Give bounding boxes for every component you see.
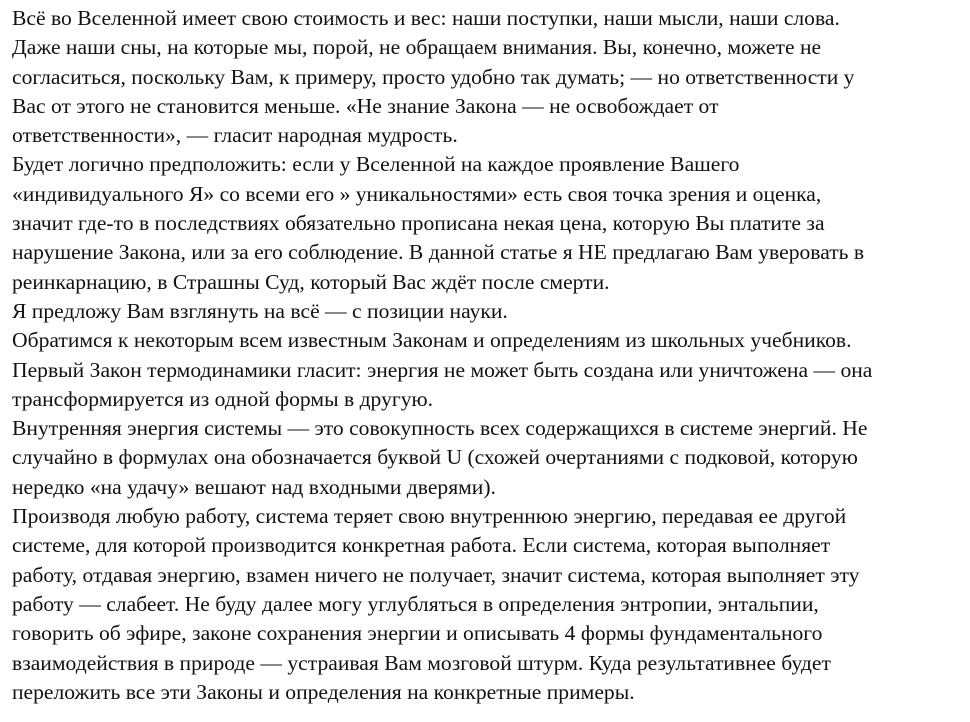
paragraph-logic [12, 150, 970, 296]
text-line: Обратимся к некоторым всем известным Законам и определениям из школьных учебников. [12, 328, 852, 353]
text-line: Внутренняя энергия системы — это совокупность всех содержащихся в системе энергий. Не [12, 416, 868, 441]
text-line: случайно в формулах она обозначается буквой U (схожей очертаниями с подковой, которую [12, 445, 858, 470]
paragraph-intro [12, 4, 970, 150]
text-line: нарушение Закона, или за его соблюдение. В данной статье я НЕ предлагаю Вам уверовать в [12, 240, 865, 265]
text-line: Всё во Вселенной имеет свою стоимость и вес: наши поступки, наши мысли, наши слова. [12, 6, 840, 30]
text-line: Вас от этого не становится меньше. «Не знание Закона — не освобождает от [12, 93, 719, 118]
text-line: взаимодействия в природе — устраивая Вам мозговой штурм. Куда результативнее будет [12, 650, 831, 675]
text-line: Будет логично предположить: если у Вселенной на каждое проявление Вашего [12, 152, 740, 177]
paragraph-internal-energy [12, 414, 970, 502]
text-line: Даже наши сны, на которые мы, порой, не обращаем внимания. Вы, конечно, можете не [12, 35, 822, 60]
text-line: ответственности», — гласит народная мудрость. [12, 123, 458, 148]
text-line: работу, отдавая энергию, взамен ничего не получает, значит система, которая выполняет эту [12, 562, 860, 587]
paragraph-first-law [12, 356, 970, 415]
text-line: значит где-то в последствиях обязательно прописана некая цена, которую Вы платите за [12, 211, 825, 236]
paragraph-science [12, 297, 970, 326]
text-line: переложить все эти Законы и определения на конкретные примеры. [12, 679, 635, 704]
text-line: нередко «на удачу» вешают над входными дверями). [12, 474, 496, 499]
paragraph-textbooks [12, 326, 970, 355]
paragraph-work [12, 502, 970, 707]
text-line: Первый Закон термодинамики гласит: энергия не может быть создана или уничтожена — она [12, 357, 873, 382]
text-line: реинкарнацию, в Страшны Суд, который Вас ждёт после смерти. [12, 269, 610, 294]
text-line: говорить об эфире, законе сохранения энергии и описывать 4 формы фундаментального [12, 621, 823, 646]
text-line: согласиться, поскольку Вам, к примеру, просто удобно так думать; — но ответственности у [12, 64, 855, 89]
text-line: системе, для которой производится конкретная работа. Если система, которая выполняет [12, 533, 831, 558]
text-line: трансформируется из одной формы в другую. [12, 386, 434, 411]
text-line: «индивидуального Я» со всеми его » уникальностями» есть своя точка зрения и оценка, [12, 181, 822, 206]
text-line: Производя любую работу, система теряет свою внутреннюю энергию, передавая ее другой [12, 504, 847, 529]
text-line: Я предложу Вам взглянуть на всё — с позиции науки. [12, 298, 508, 323]
text-line: работу — слабеет. Не буду далее могу углубляться в определения энтропии, энтальпии, [12, 591, 819, 616]
